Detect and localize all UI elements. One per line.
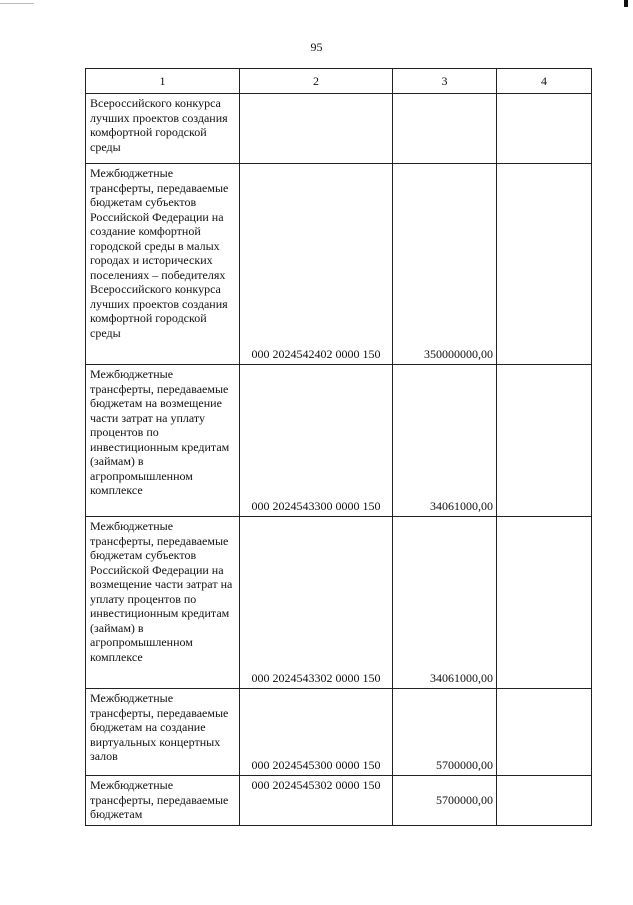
row-amount: 5700000,00 <box>393 689 497 776</box>
table-row <box>86 365 592 517</box>
row-col4 <box>497 365 592 517</box>
row-col4 <box>497 689 592 776</box>
row-name: Межбюджетные трансферты, передаваемые бюджетам субъектов Российской Федерации на создание комфортной городской среды в малых городах и исторических поселениях – победителях Всероссийского конкурса лучших проектов создания комфортной городской среды <box>86 164 240 365</box>
row-code: 000 2024543300 0000 150 <box>240 365 393 517</box>
row-code: 000 2024545300 0000 150 <box>240 689 393 776</box>
row-amount: 5700000,00 <box>393 776 497 826</box>
budget-table <box>85 68 592 826</box>
row-amount: 34061000,00 <box>393 517 497 689</box>
header-cell-2: 2 <box>240 69 393 94</box>
table-header-row <box>86 69 592 94</box>
row-amount <box>393 94 497 164</box>
row-code <box>240 94 393 164</box>
table-row <box>86 164 592 365</box>
row-col4 <box>497 94 592 164</box>
row-col4 <box>497 517 592 689</box>
scan-mark <box>624 0 628 7</box>
row-code: 000 2024545302 0000 150 <box>240 776 393 826</box>
table-row <box>86 776 592 826</box>
row-name: Межбюджетные трансферты, передаваемые бюджетам на возмещение части затрат на уплату процентов по инвестиционным кредитам (займам) в агропромышленном комплексе <box>86 365 240 517</box>
row-col4 <box>497 164 592 365</box>
row-amount: 350000000,00 <box>393 164 497 365</box>
header-cell-1: 1 <box>86 69 240 94</box>
row-code: 000 2024543302 0000 150 <box>240 517 393 689</box>
row-amount: 34061000,00 <box>393 365 497 517</box>
row-code: 000 2024542402 0000 150 <box>240 164 393 365</box>
table-row <box>86 94 592 164</box>
row-name: Межбюджетные трансферты, передаваемые бюджетам <box>86 776 240 826</box>
header-cell-3: 3 <box>393 69 497 94</box>
table-row <box>86 689 592 776</box>
header-cell-4: 4 <box>497 69 592 94</box>
row-name: Всероссийского конкурса лучших проектов создания комфортной городской среды <box>86 94 240 164</box>
scan-mark-line <box>0 3 34 4</box>
page-number: 95 <box>310 40 323 54</box>
table-row <box>86 517 592 689</box>
row-name: Межбюджетные трансферты, передаваемые бюджетам субъектов Российской Федерации на возмещение части затрат на уплату процентов по инвестиционным кредитам (займам) в агропромышленном комплексе <box>86 517 240 689</box>
row-col4 <box>497 776 592 826</box>
row-name: Межбюджетные трансферты, передаваемые бюджетам на создание виртуальных концертных залов <box>86 689 240 776</box>
